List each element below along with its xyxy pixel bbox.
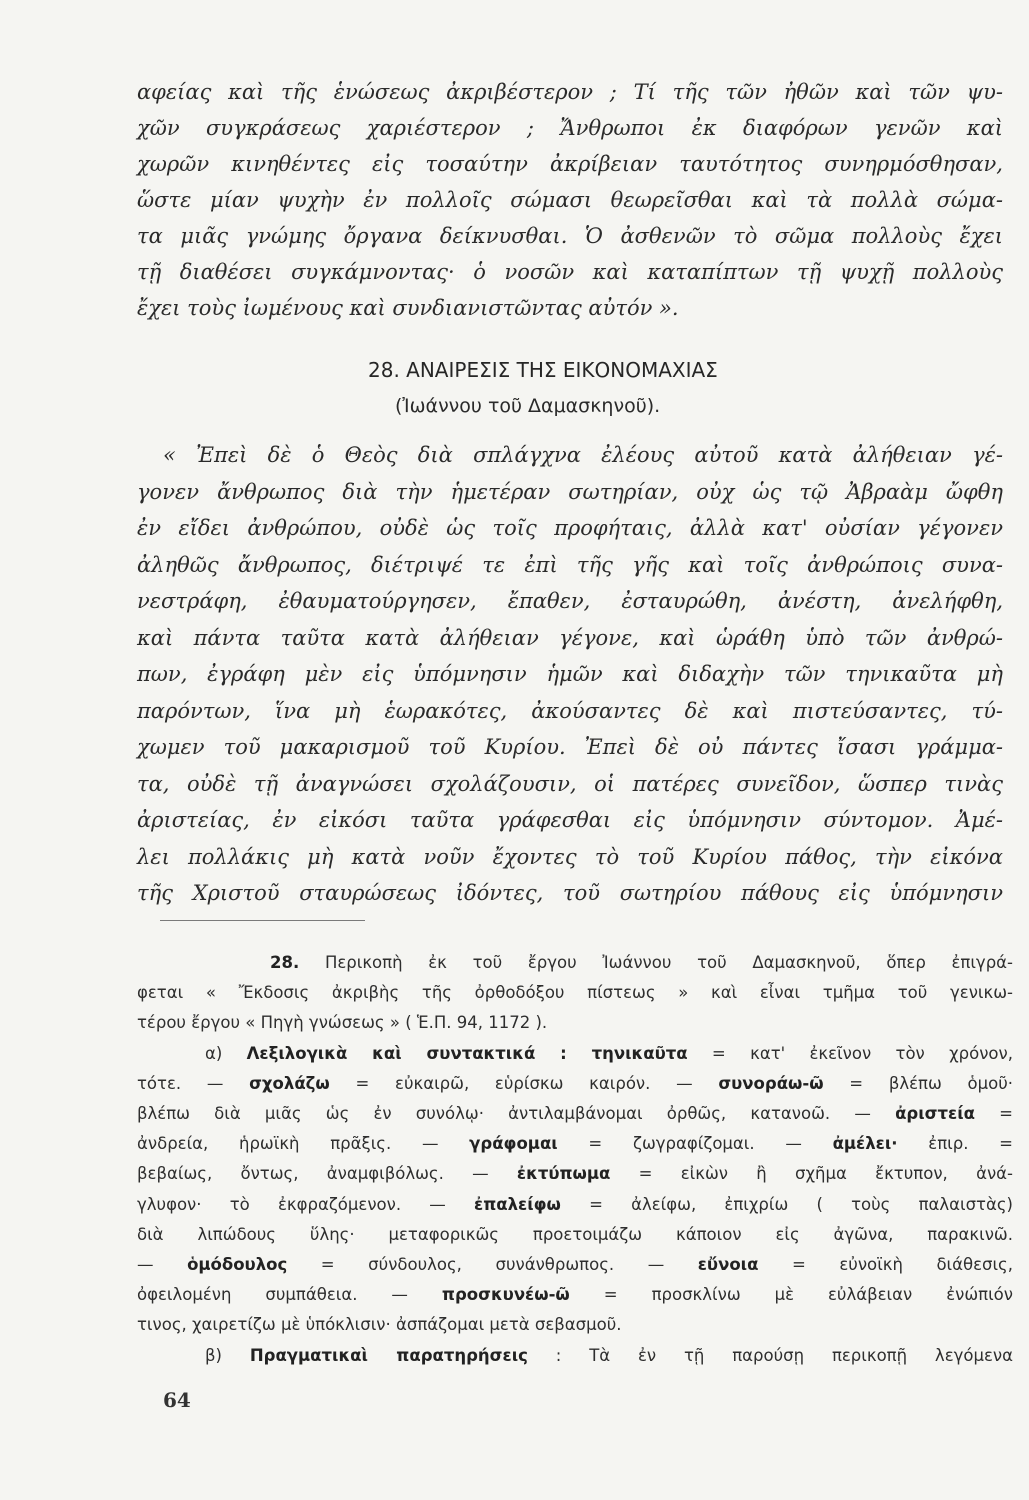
footnote-line bbox=[137, 1069, 1013, 1099]
footnote-text: γλυφον· τὸ ἐκφραζόμενον. — bbox=[137, 1194, 475, 1214]
text-line: χῶν συγκράσεως χαριέστερον ; Ἄνθρωποι ἐκ διαφόρων γενῶν καὶ bbox=[137, 116, 1003, 140]
footnote-text: = σύνδουλος, συνάνθρωπος. — bbox=[287, 1255, 698, 1275]
section-heading: 28. ΑΝΑΙΡΕΣΙΣ ΤΗΣ ΕΙΚΟΝΟΜΑΧΙΑΣ bbox=[368, 358, 718, 382]
quoted-passage bbox=[137, 437, 1003, 912]
footnote-line bbox=[137, 1039, 1013, 1069]
glossary-term: 28. bbox=[270, 953, 300, 972]
footnote-text: ἀνδρεία, ἡρωϊκὴ πρᾶξις. — bbox=[137, 1134, 470, 1154]
footnote-line bbox=[137, 1250, 1013, 1280]
footnote-text: φεται « Ἔκδοσις ἀκριβὴς τῆς ὀρθοδόξου πίστεως » καὶ εἶναι τμῆμα τοῦ γενικω- bbox=[137, 983, 1013, 1003]
footnote-text: βλέπω διὰ μιᾶς ὡς ἐν συνόλῳ· ἀντιλαμβάνομαι ὀρθῶς, κατανοῶ. — bbox=[137, 1104, 896, 1124]
text-line: ἐν εἴδει ἀνθρώπου, οὐδὲ ὡς τοῖς προφήταις, ἀλλὰ κατ' οὐσίαν γέγονεν bbox=[137, 516, 1003, 540]
footnote-text: τέρου ἔργου « Πηγὴ γνώσεως » ( Ἑ.Π. 94, 1172 ). bbox=[137, 1013, 548, 1033]
text-line: νεστράφη, ἐθαυματούργησεν, ἔπαθεν, ἐσταυρώθη, ἀνέστη, ἀνελήφθη, bbox=[137, 589, 1003, 613]
footnote-text: τινος, χαιρετίζω μὲ ὑπόκλισιν· ἀσπάζομαι μετὰ σεβασμοῦ. bbox=[137, 1315, 622, 1335]
text-line: χωμεν τοῦ μακαρισμοῦ τοῦ Κυρίου. Ἐπεὶ δὲ οὐ πάντες ἴσασι γράμμα- bbox=[137, 735, 1003, 759]
text-line: τα μιᾶς γνώμης ὄργανα δείκνυσθαι. Ὁ ἀσθενῶν τὸ σῶμα πολλοὺς ἔχει bbox=[137, 224, 1003, 248]
text-line: πων, ἐγράφη μὲν εἰς ὑπόμνησιν ἡμῶν καὶ διδαχὴν τῶν τηνικαῦτα μὴ bbox=[137, 662, 1003, 686]
glossary-term: γράφομαι bbox=[469, 1134, 558, 1154]
text-line: ἀληθῶς ἄνθρωπος, διέτριψέ τε ἐπὶ τῆς γῆς καὶ τοῖς ἀνθρώποις συνα- bbox=[137, 552, 1003, 577]
section-subheading: (Ἰωάννου τοῦ Δαμασκηνοῦ). bbox=[395, 395, 661, 417]
footnote-text: : Τὰ ἐν τῇ παρούσῃ περικοπῇ λεγόμενα bbox=[527, 1345, 1013, 1365]
text-line: χωρῶν κινηθέντες εἰς τοσαύτην ἀκρίβειαν ταυτότητος συνηρμόσθησαν, bbox=[137, 152, 1003, 176]
footnote-text: διὰ λιπώδους ὕλης· μεταφορικῶς προετοιμάζω κάποιον εἰς ἀγῶνα, παρακινῶ. bbox=[137, 1224, 1013, 1244]
text-line: λει πολλάκις μὴ κατὰ νοῦν ἔχοντες τὸ τοῦ Κυρίου πάθος, τὴν εἰκόνα bbox=[137, 844, 1003, 869]
glossary-term: Πραγματικαὶ παρατηρήσεις bbox=[249, 1345, 528, 1365]
footnote-line bbox=[137, 1220, 1013, 1250]
paragraph-continued bbox=[137, 74, 1003, 326]
page-number: 64 bbox=[163, 1388, 191, 1412]
footnote-text: ἐπιρ. = bbox=[897, 1134, 1013, 1154]
footnote-text: = βλέπω ὁμοῦ· bbox=[823, 1073, 1013, 1093]
footnote-line bbox=[137, 1310, 1013, 1340]
footnote-text: ὀφειλομένη συμπάθεια. — bbox=[137, 1285, 442, 1305]
glossary-term: εὔνοια bbox=[697, 1255, 759, 1275]
footnote-text: = κατ' ἐκεῖνον τὸν χρόνον, bbox=[687, 1043, 1013, 1063]
footnote-text: = ἀλείφω, ἐπιχρίω ( τοὺς παλαιστὰς) bbox=[560, 1194, 1013, 1214]
glossary-term: ἀριστεία bbox=[895, 1104, 975, 1124]
footnote-line bbox=[137, 1341, 1013, 1371]
text-line: γονεν ἄνθρωπος διὰ τὴν ἡμετέραν σωτηρίαν, οὐχ ὡς τῷ Ἀβραὰμ ὤφθη bbox=[137, 479, 1003, 504]
text-line: ἔχει τοὺς ἰωμένους καὶ συνδιανιστῶντας αὐτόν ». bbox=[137, 296, 679, 320]
text-line: τῆς Χριστοῦ σταυρώσεως ἰδόντες, τοῦ σωτηρίου πάθους εἰς ὑπόμνησιν bbox=[137, 881, 1003, 905]
footnote-text: α) bbox=[205, 1043, 247, 1063]
footnote-line bbox=[137, 1129, 1013, 1159]
text-line: τῇ διαθέσει συγκάμνοντας· ὁ νοσῶν καὶ καταπίπτων τῇ ψυχῇ πολλοὺς bbox=[137, 260, 1003, 284]
footnote-text: = εὐκαιρῶ, εὑρίσκω καιρόν. — bbox=[329, 1073, 719, 1093]
footnote-text: = ζωγραφίζομαι. — bbox=[557, 1134, 833, 1154]
footnote-separator bbox=[160, 920, 365, 921]
text-line: ὥστε μίαν ψυχὴν ἐν πολλοῖς σώμασι θεωρεῖσθαι καὶ τὰ πολλὰ σώμα- bbox=[137, 188, 1003, 212]
text-line: καὶ πάντα ταῦτα κατὰ ἀλήθειαν γέγονε, καὶ ὡράθη ὑπὸ τῶν ἀνθρώ- bbox=[137, 625, 1003, 650]
text-line: αφείας καὶ τῆς ἑνώσεως ἀκριβέστερον ; Τί τῆς τῶν ἠθῶν καὶ τῶν ψυ- bbox=[137, 80, 1003, 104]
footnote-text: βεβαίως, ὄντως, ἀναμφιβόλως. — bbox=[137, 1164, 517, 1184]
text-line: ἀριστείας, ἐν εἰκόσι ταῦτα γράφεσθαι εἰς ὑπόμνησιν σύντομον. Ἀμέ- bbox=[137, 808, 1003, 832]
glossary-term: ὁμόδουλος bbox=[187, 1255, 288, 1275]
footnote-text: τότε. — bbox=[137, 1073, 250, 1093]
footnote-text: Περικοπὴ ἐκ τοῦ ἔργου Ἰωάννου τοῦ Δαμασκηνοῦ, ὅπερ ἐπιγρά- bbox=[299, 953, 1013, 972]
glossary-term: σχολάζω bbox=[249, 1073, 330, 1093]
footnote-text: = προσκλίνω μὲ εὐλάβειαν ἐνώπιόν bbox=[569, 1285, 1013, 1305]
footnote-text: = εἰκὼν ἢ σχῆμα ἔκτυπον, ἀνά- bbox=[610, 1164, 1013, 1184]
footnote-line bbox=[137, 978, 1013, 1008]
footnote-line bbox=[137, 1099, 1013, 1129]
footnote-text: β) bbox=[205, 1345, 250, 1365]
glossary-term: ἐκτύπωμα bbox=[516, 1164, 611, 1184]
footnote-line bbox=[137, 948, 1013, 978]
glossary-term: ἀμέλει· bbox=[832, 1134, 898, 1154]
footnote-line bbox=[137, 1190, 1013, 1220]
footnote-text: = bbox=[974, 1104, 1013, 1124]
glossary-term: προσκυνέω-ῶ bbox=[441, 1285, 570, 1305]
glossary-term: Λεξιλογικὰ καὶ συντακτικά : τηνικαῦτα bbox=[246, 1043, 688, 1063]
text-line: « Ἐπεὶ δὲ ὁ Θεὸς διὰ σπλάγχνα ἐλέους αὐτοῦ κατὰ ἀλήθειαν γέ- bbox=[163, 443, 1003, 467]
glossary-term: ἐπαλείφω bbox=[474, 1194, 561, 1214]
footnote-line bbox=[137, 1280, 1013, 1310]
footnote-line bbox=[137, 1008, 1013, 1038]
text-line: τα, οὐδὲ τῇ ἀναγνώσει σχολάζουσιν, οἱ πατέρες συνεῖδον, ὥσπερ τινὰς bbox=[137, 771, 1003, 796]
footnotes bbox=[137, 948, 1013, 1371]
footnote-text: = εὐνοϊκὴ διάθεσις, bbox=[758, 1255, 1013, 1275]
footnote-line bbox=[137, 1159, 1013, 1189]
footnote-text: — bbox=[137, 1255, 188, 1275]
text-line: παρόντων, ἵνα μὴ ἑωρακότες, ἀκούσαντες δὲ καὶ πιστεύσαντες, τύ- bbox=[137, 698, 1003, 723]
glossary-term: συνοράω-ῶ bbox=[718, 1073, 824, 1093]
